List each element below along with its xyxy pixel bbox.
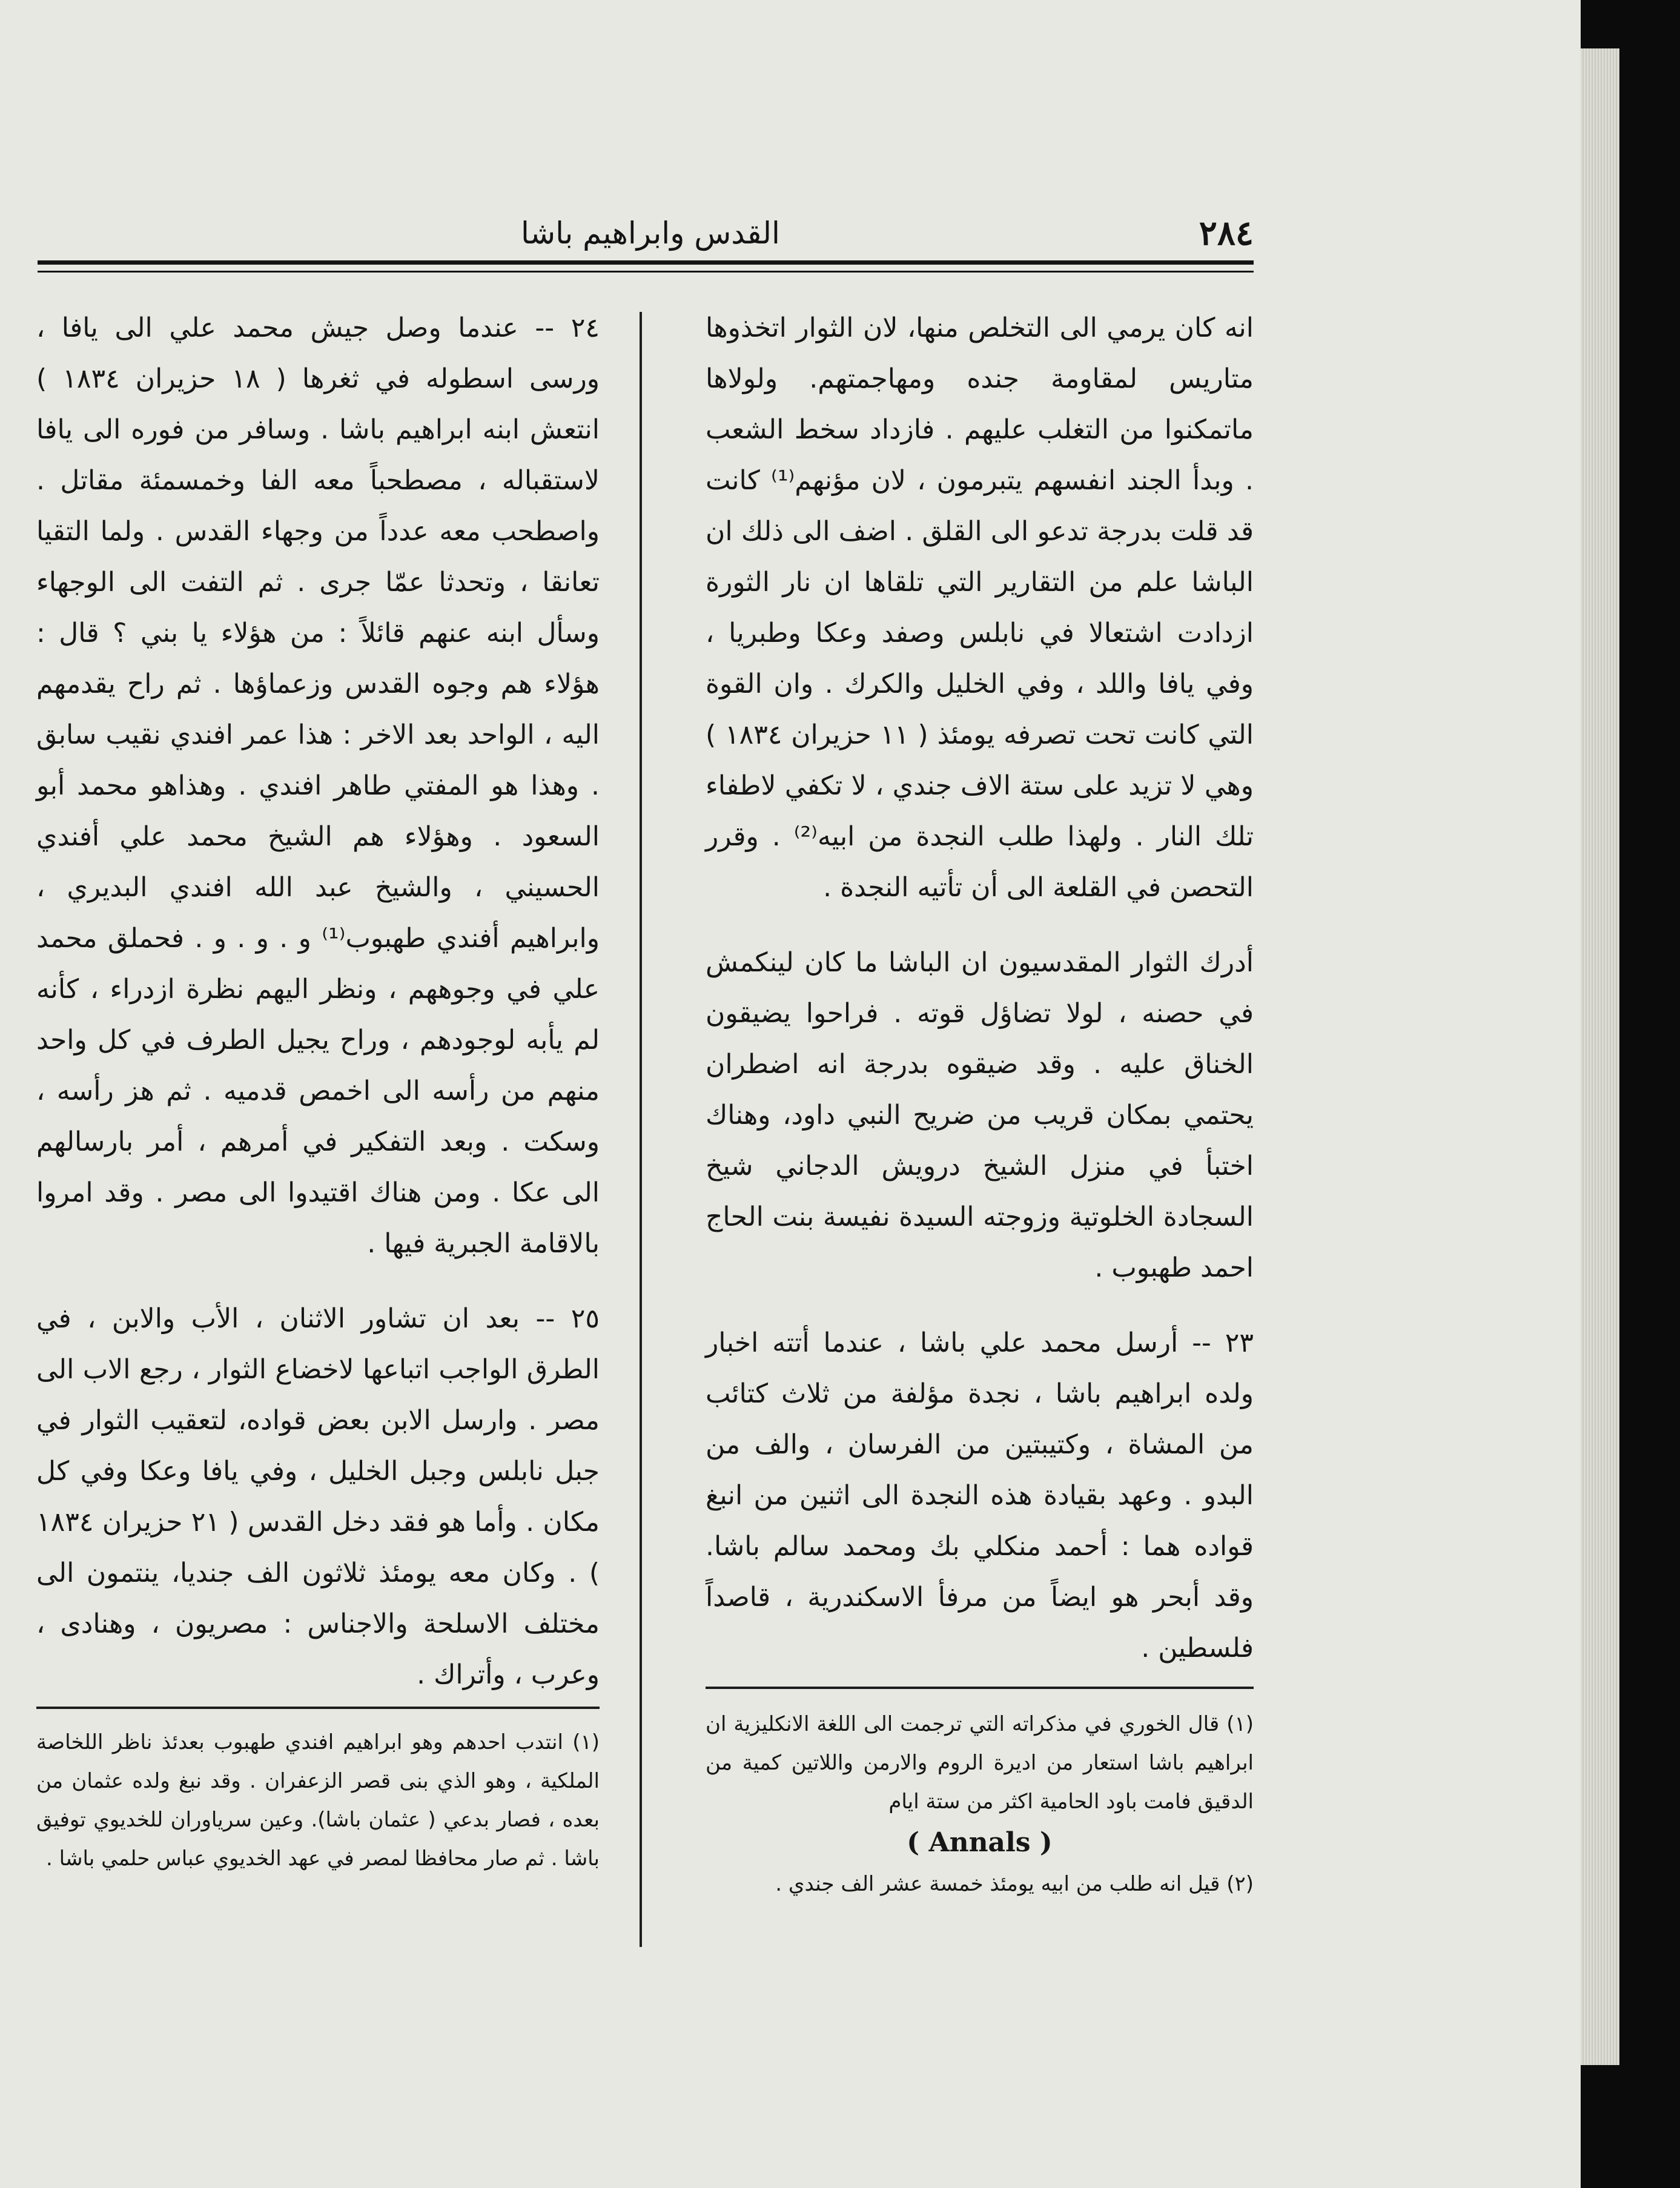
footnote-rule-right <box>706 1687 1254 1689</box>
footnote-rule-left <box>36 1707 600 1709</box>
paragraph-right-3: ٢٣ -- أرسل محمد علي باشا ، عندما أتته اخبار ولده ابراهيم باشا ، نجدة مؤلفة من ثلاث كتائب من المشاة ، وكتيبتين من الفرسان ، والف من البدو . وعهد بقيادة هذه النجدة الى اثنين من انبغ قواده هما : أحمد منكلي بك ومحمد سالم باشا. وقد أبحر هو ايضاً من مرفأ الاسكندرية ، قاصداً فلسطين . <box>706 1327 1254 1664</box>
header-rule-thick <box>38 260 1254 265</box>
page-number: ٢٨٤ <box>1199 213 1254 253</box>
footnote-right-2: (٢) قيل انه طلب من ابيه يومئذ خمسة عشر الف جندي . <box>775 1872 1254 1896</box>
footnotes-left <box>36 1723 600 1880</box>
page-edge <box>1581 48 1619 2065</box>
footnote-annals-citation: ( Annals ) <box>907 1827 1053 1858</box>
running-header <box>36 212 1254 254</box>
paragraph-left-1: ٢٤ -- عندما وصل جيش محمد علي الى يافا ، ورسى اسطوله في ثغرها ( ١٨ حزيران ١٨٣٤ ) انتعش ابنه ابراهيم باشا . وسافر من فوره الى يافا لاستقباله ، مصطحباً معه الفا وخمسمئة مقاتل . واصطحب معه عدداً من وجهاء القدس . ولما التقيا تعانقا ، وتحدثا عمّا جرى . ثم التفت الى الوجهاء وسأل ابنه عنهم قائلاً : من هؤلاء يا بني ؟ قال : هؤلاء هم وجوه القدس وزعماؤها . ثم راح يقدمهم اليه ، الواحد بعد الاخر : هذا عمر افندي نقيب سابق . وهذا هو المفتي طاهر افندي . وهذاهو محمد أبو السعود . وهؤلاء هم الشيخ محمد علي أفندي الحسيني ، والشيخ عبد الله افندي البديري ، وابراهيم أفندي طهبوب⁽¹⁾ و . و . و . فحملق محمد علي في وجوههم ، ونظر اليهم نظرة ازدراء ، كأنه لم يأبه لوجودهم ، وراح يجيل الطرف في كل واحد منهم من رأسه الى اخمص قدميه . ثم هز رأسه ، وسكت . وبعد التفكير في أمرهم ، أمر بارسالهم الى عكا . ومن هناك اقتيدوا الى مصر . وقد امروا بالاقامة الجبرية فيها . <box>36 312 600 1259</box>
paragraph-left-2: ٢٥ -- بعد ان تشاور الاثنان ، الأب والابن ، في الطرق الواجب اتباعها لاخضاع الثوار ، رجع الاب الى مصر . وارسل الابن بعض قواده، لتعقيب الثوار في جبل نابلس وجبل الخليل ، وفي يافا وعكا وفي كل مكان . وأما هو فقد دخل القدس ( ٢١ حزيران ١٨٣٤ ) . وكان معه يومئذ ثلاثون الف جنديا، ينتمون الى مختلف الاسلحة والاجناس : مصريون ، وهنادى ، وعرب ، وأتراك . <box>36 1303 600 1690</box>
paragraph-right-1: انه كان يرمي الى التخلص منها، لان الثوار اتخذوها متاريس لمقاومة جنده ومهاجمتهم. ولولاها ماتمكنوا من التغلب عليهم . فازداد سخط الشعب . وبدأ الجند انفسهم يتبرمون ، لان مؤنهم⁽¹⁾ كانت قد قلت بدرجة تدعو الى القلق . اضف الى ذلك ان الباشا علم من التقارير التي تلقاها ان نار الثورة ازدادت اشتعالا في نابلس وصفد وعكا وطبريا ، وفي يافا واللد ، وفي الخليل والكرك . وان القوة التي كانت تحت تصرفه يومئذ ( ١١ حزيران ١٨٣٤ ) وهي لا تزيد على ستة الاف جندي ، لا تكفي لاطفاء تلك النار . ولهذا طلب النجدة من ابيه⁽²⁾ . وقرر التحصن في القلعة الى أن تأتيه النجدة . <box>706 312 1254 903</box>
footnote-right-1: (١) قال الخوري في مذكراته التي ترجمت الى اللغة الانكليزية ان ابراهيم باشا استعار من اديرة الروم والارمن واللاتين كمية من الدقيق فامت باود الحامية اكثر من ستة ايام <box>706 1712 1254 1814</box>
right-column <box>706 303 1254 1698</box>
left-column <box>36 303 600 1725</box>
paragraph-right-2: أدرك الثوار المقدسيون ان الباشا ما كان لينكمش في حصنه ، لولا تضاؤل قوته . فراحوا يضيقون الخناق عليه . وقد ضيقوه بدرجة انه اضطران يحتمي بمكان قريب من ضريح النبي داود، وهناك اختبأ في منزل الشيخ درويش الدجاني شيخ السجادة الخلوتية وزوجته السيدة نفيسة بنت الحاج احمد طهبوب . <box>706 947 1254 1283</box>
running-title: القدس وابراهيم باشا <box>521 216 780 251</box>
footnote-left-1: (١) انتدب احدهم وهو ابراهيم افندي طهبوب بعدئذ ناظر اللخاصة الملكية ، وهو الذي بنى قصر الزعفران . وقد نبغ ولده عثمان من بعده ، فصار بدعي ( عثمان باشا). وعين سرياوران للخديوي توفيق باشا . ثم صار محافظا لمصر في عهد الخديوي عباس حلمي باشا . <box>36 1730 600 1871</box>
column-divider <box>640 312 642 1947</box>
footnotes-right <box>706 1705 1254 1906</box>
header-rule-thin <box>38 271 1254 273</box>
